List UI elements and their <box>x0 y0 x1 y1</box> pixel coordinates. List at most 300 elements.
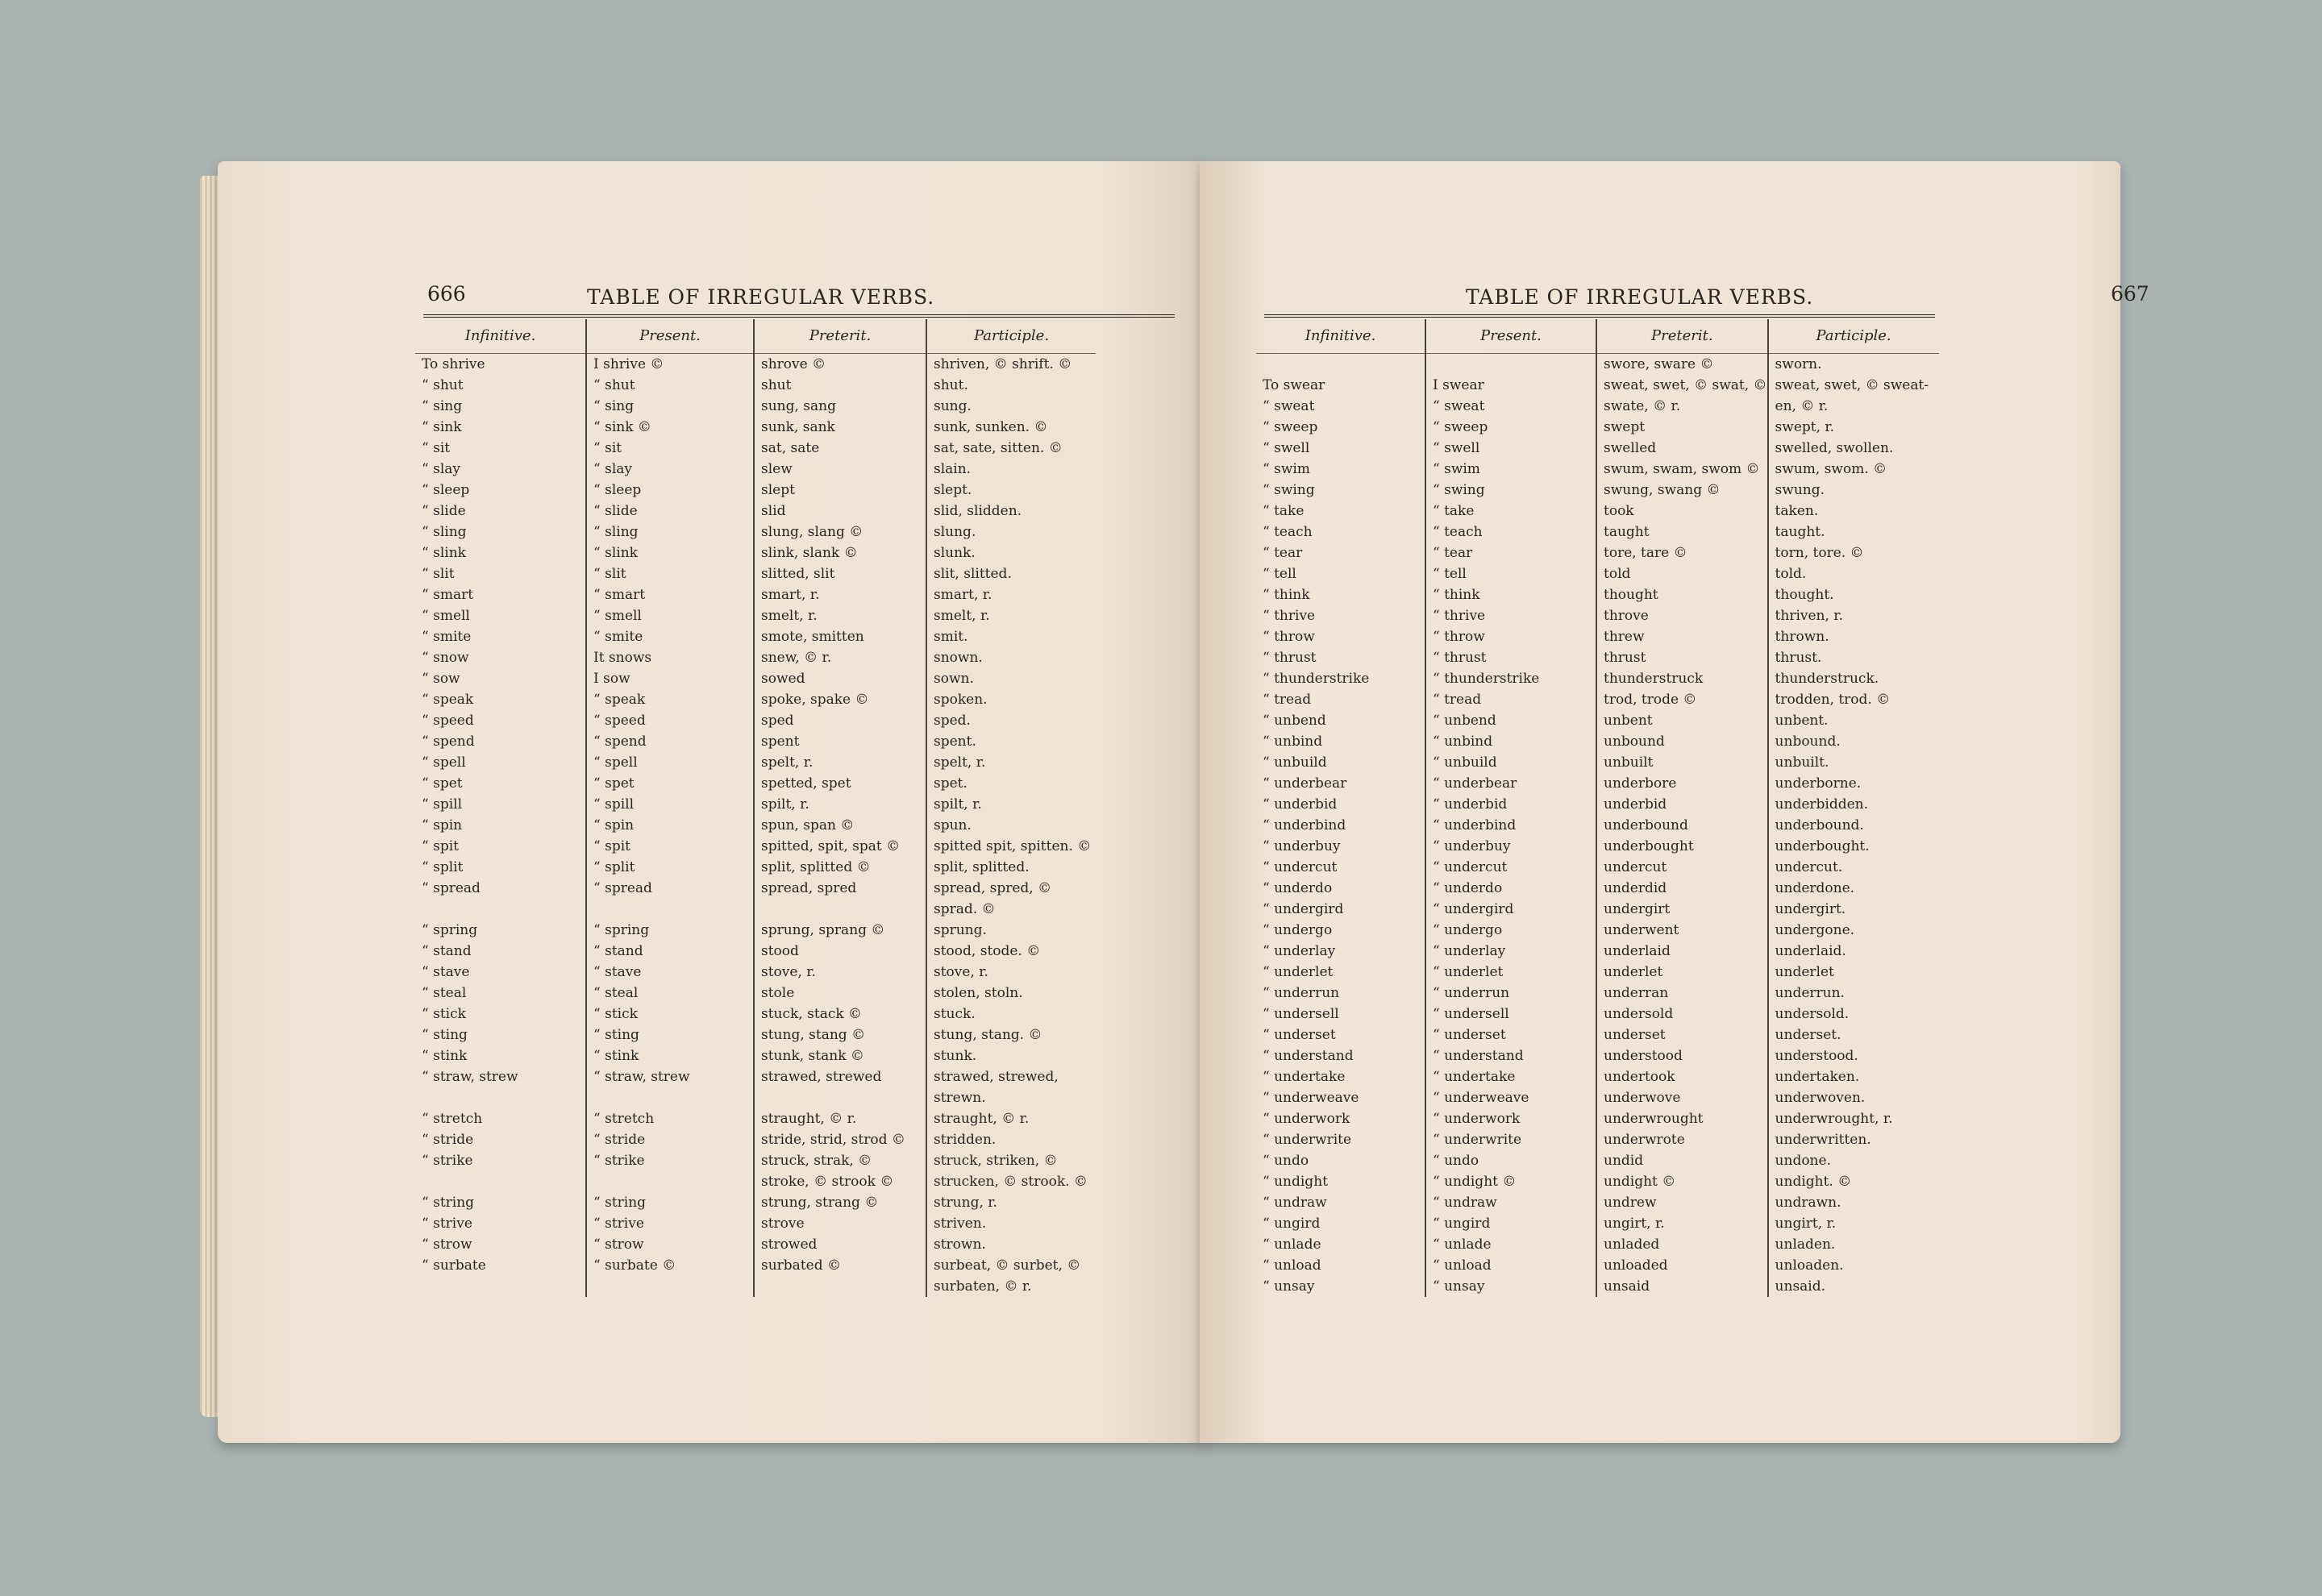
participle-cell: smit. <box>926 626 1096 647</box>
infinitive-cell: “ underbind <box>1263 817 1346 833</box>
infinitive-cell: “ surbate <box>422 1257 486 1274</box>
present-cell <box>1425 354 1596 376</box>
infinitive-cell: “ stretch <box>422 1111 483 1127</box>
table-row <box>1256 626 1939 647</box>
infinitive-cell: “ undight <box>1263 1174 1328 1190</box>
table-row <box>1256 417 1939 438</box>
table-row <box>415 1171 1096 1192</box>
table-row <box>415 857 1096 878</box>
participle-cell: straught, © r. <box>926 1108 1096 1129</box>
participle-cell: undight. © <box>1768 1171 1939 1192</box>
participle-cell: underlet <box>1768 962 1939 983</box>
preterit-cell: swung, swang © <box>1596 480 1768 501</box>
participle-cell: underlaid. <box>1768 941 1939 962</box>
table-row <box>1256 836 1939 857</box>
present-cell: “ undraw <box>1425 1192 1596 1213</box>
preterit-cell: smelt, r. <box>754 605 926 626</box>
present-cell: “ thrive <box>1425 605 1596 626</box>
table-row <box>1256 689 1939 710</box>
table-row <box>1256 899 1939 920</box>
infinitive-cell: “ unload <box>1263 1257 1321 1274</box>
participle-cell: stove, r. <box>926 962 1096 983</box>
table-row <box>415 375 1096 396</box>
participle-cell: underwritten. <box>1768 1129 1939 1150</box>
infinitive-cell: “ undersell <box>1263 1006 1339 1022</box>
table-row <box>415 626 1096 647</box>
infinitive-cell: “ sow <box>422 671 460 687</box>
infinitive-cell: “ smite <box>422 629 472 645</box>
present-cell: “ stand <box>586 941 754 962</box>
participle-cell: thunderstruck. <box>1768 668 1939 689</box>
participle-cell: strown. <box>926 1234 1096 1255</box>
infinitive-cell: “ stave <box>422 964 470 980</box>
participle-cell: unsaid. <box>1768 1276 1939 1297</box>
present-cell: “ smite <box>586 626 754 647</box>
page-title: TABLE OF IRREGULAR VERBS. <box>1466 285 1814 309</box>
present-cell: “ underbear <box>1425 773 1596 794</box>
participle-cell: stolen, stoln. <box>926 983 1096 1004</box>
present-cell: “ spread <box>586 878 754 899</box>
infinitive-cell: “ straw, strew <box>422 1069 518 1085</box>
participle-cell: smelt, r. <box>926 605 1096 626</box>
table-row <box>415 1129 1096 1150</box>
infinitive-cell: “ sweep <box>1263 419 1318 435</box>
present-cell: “ underdo <box>1425 878 1596 899</box>
infinitive-cell: To swear <box>1263 377 1325 393</box>
preterit-cell: underbought <box>1596 836 1768 857</box>
infinitive-cell <box>415 1276 586 1297</box>
participle-cell: undrawn. <box>1768 1192 1939 1213</box>
infinitive-cell: “ sweat <box>1263 398 1315 414</box>
verb-table <box>1256 319 1939 1297</box>
participle-cell: spet. <box>926 773 1096 794</box>
participle-cell: trodden, trod. © <box>1768 689 1939 710</box>
participle-cell: striven. <box>926 1213 1096 1234</box>
preterit-cell: slept <box>754 480 926 501</box>
preterit-cell: underlet <box>1596 962 1768 983</box>
participle-cell: swung. <box>1768 480 1939 501</box>
present-cell: “ sweat <box>1425 396 1596 417</box>
infinitive-cell: “ stride <box>422 1132 474 1148</box>
table-row <box>415 920 1096 941</box>
preterit-cell: stood <box>754 941 926 962</box>
infinitive-cell: “ understand <box>1263 1048 1354 1064</box>
infinitive-cell: “ unbend <box>1263 713 1326 729</box>
infinitive-cell: “ tear <box>1263 545 1303 561</box>
preterit-cell: underset <box>1596 1025 1768 1045</box>
participle-cell: sweat, swet, © sweat- <box>1768 375 1939 396</box>
table-row <box>1256 752 1939 773</box>
table-row <box>415 1025 1096 1045</box>
infinitive-cell: “ undo <box>1263 1153 1309 1169</box>
participle-cell: undertaken. <box>1768 1066 1939 1087</box>
participle-cell: underbidden. <box>1768 794 1939 815</box>
table-row <box>415 647 1096 668</box>
preterit-cell: spelt, r. <box>754 752 926 773</box>
present-cell: “ undergo <box>1425 920 1596 941</box>
preterit-cell: shrove © <box>754 354 926 376</box>
present-cell: “ swim <box>1425 459 1596 480</box>
open-book <box>218 161 2149 1443</box>
present-cell: I swear <box>1425 375 1596 396</box>
table-row <box>415 1150 1096 1171</box>
table-row <box>1256 962 1939 983</box>
preterit-cell: stove, r. <box>754 962 926 983</box>
infinitive-cell: “ underbid <box>1263 796 1338 813</box>
preterit-cell: struck, strak, © <box>754 1150 926 1171</box>
present-cell: “ unbend <box>1425 710 1596 731</box>
present-cell: “ teach <box>1425 522 1596 542</box>
infinitive-cell: “ sit <box>422 440 451 456</box>
present-cell: “ stave <box>586 962 754 983</box>
participle-cell: slain. <box>926 459 1096 480</box>
participle-cell: undergone. <box>1768 920 1939 941</box>
table-row <box>1256 563 1939 584</box>
present-cell: “ steal <box>586 983 754 1004</box>
participle-cell: stuck. <box>926 1004 1096 1025</box>
table-row <box>1256 354 1939 376</box>
table-row <box>1256 1045 1939 1066</box>
table-row <box>415 752 1096 773</box>
right-page <box>1200 161 2149 1443</box>
infinitive-cell: “ swell <box>1263 440 1310 456</box>
preterit-cell: spilt, r. <box>754 794 926 815</box>
participle-cell: shut. <box>926 375 1096 396</box>
preterit-cell: underlaid <box>1596 941 1768 962</box>
preterit-cell: spetted, spet <box>754 773 926 794</box>
participle-cell: sung. <box>926 396 1096 417</box>
table-row <box>1256 542 1939 563</box>
infinitive-cell: “ unlade <box>1263 1236 1321 1253</box>
participle-cell: slept. <box>926 480 1096 501</box>
table-row <box>1256 983 1939 1004</box>
infinitive-cell <box>1256 354 1425 376</box>
table-row <box>1256 605 1939 626</box>
participle-cell: underbought. <box>1768 836 1939 857</box>
table-row <box>1256 1129 1939 1150</box>
preterit-cell: sat, sate <box>754 438 926 459</box>
present-cell: “ slink <box>586 542 754 563</box>
preterit-cell: undertook <box>1596 1066 1768 1087</box>
participle-cell: unbuilt. <box>1768 752 1939 773</box>
present-cell: “ slide <box>586 501 754 522</box>
column-header-present: Present. <box>586 319 754 354</box>
participle-cell: stunk. <box>926 1045 1096 1066</box>
participle-cell: underbound. <box>1768 815 1939 836</box>
infinitive-cell <box>415 899 586 920</box>
participle-cell: unloaden. <box>1768 1255 1939 1276</box>
column-header-participle: Participle. <box>1768 319 1939 354</box>
participle-cell: slung. <box>926 522 1096 542</box>
table-row <box>415 1087 1096 1108</box>
present-cell: “ spill <box>586 794 754 815</box>
participle-cell: underwoven. <box>1768 1087 1939 1108</box>
table-row <box>415 1276 1096 1297</box>
infinitive-cell: “ stick <box>422 1006 466 1022</box>
participle-cell: stood, stode. © <box>926 941 1096 962</box>
preterit-cell <box>754 1087 926 1108</box>
table-row <box>1256 1171 1939 1192</box>
table-row <box>1256 1066 1939 1087</box>
table-row <box>1256 647 1939 668</box>
preterit-cell: undrew <box>1596 1192 1768 1213</box>
present-cell: “ sling <box>586 522 754 542</box>
present-cell: “ swing <box>1425 480 1596 501</box>
table-row <box>415 542 1096 563</box>
infinitive-cell: “ sing <box>422 398 463 414</box>
infinitive-cell: “ sleep <box>422 482 470 498</box>
infinitive-cell: “ tread <box>1263 692 1312 708</box>
preterit-cell: smart, r. <box>754 584 926 605</box>
participle-cell: told. <box>1768 563 1939 584</box>
present-cell: “ underlet <box>1425 962 1596 983</box>
participle-cell: unladen. <box>1768 1234 1939 1255</box>
preterit-cell: unloaded <box>1596 1255 1768 1276</box>
column-header-present: Present. <box>1425 319 1596 354</box>
participle-cell: en, © r. <box>1768 396 1939 417</box>
infinitive-cell: “ underlet <box>1263 964 1334 980</box>
column-header-participle: Participle. <box>926 319 1096 354</box>
preterit-cell: spoke, spake © <box>754 689 926 710</box>
table-row <box>1256 920 1939 941</box>
preterit-cell: understood <box>1596 1045 1768 1066</box>
infinitive-cell: “ sling <box>422 524 467 540</box>
present-cell: “ unlade <box>1425 1234 1596 1255</box>
present-cell: “ underbind <box>1425 815 1596 836</box>
right-page-header <box>1200 282 2149 319</box>
infinitive-cell: “ teach <box>1263 524 1313 540</box>
table-row <box>1256 1108 1939 1129</box>
participle-cell: understood. <box>1768 1045 1939 1066</box>
preterit-cell: slink, slank © <box>754 542 926 563</box>
infinitive-cell: “ slit <box>422 566 455 582</box>
participle-cell: spitted spit, spitten. © <box>926 836 1096 857</box>
table-row <box>1256 1234 1939 1255</box>
infinitive-cell: “ undraw <box>1263 1195 1327 1211</box>
present-cell: “ speed <box>586 710 754 731</box>
participle-cell: spent. <box>926 731 1096 752</box>
infinitive-cell: “ spit <box>422 838 459 854</box>
participle-cell: sprad. © <box>926 899 1096 920</box>
participle-cell: thrust. <box>1768 647 1939 668</box>
preterit-cell: underran <box>1596 983 1768 1004</box>
participle-cell: surbeat, © surbet, © <box>926 1255 1096 1276</box>
column-header-infinitive: Infinitive. <box>1256 319 1425 354</box>
table-row <box>415 1213 1096 1234</box>
header-rule <box>1264 314 1935 318</box>
participle-cell: spoken. <box>926 689 1096 710</box>
present-cell: “ underweave <box>1425 1087 1596 1108</box>
infinitive-cell: “ undertake <box>1263 1069 1346 1085</box>
participle-cell: swept, r. <box>1768 417 1939 438</box>
preterit-cell: swept <box>1596 417 1768 438</box>
table-row <box>1256 1004 1939 1025</box>
infinitive-cell: “ ungird <box>1263 1216 1321 1232</box>
infinitive-cell: “ thrive <box>1263 608 1316 624</box>
present-cell: “ sink © <box>586 417 754 438</box>
present-cell <box>586 1276 754 1297</box>
present-cell: “ spin <box>586 815 754 836</box>
participle-cell: slid, slidden. <box>926 501 1096 522</box>
present-cell: “ sleep <box>586 480 754 501</box>
infinitive-cell: “ undercut <box>1263 859 1338 875</box>
present-cell: “ take <box>1425 501 1596 522</box>
participle-cell: underdone. <box>1768 878 1939 899</box>
present-cell: “ sweep <box>1425 417 1596 438</box>
preterit-cell: undersold <box>1596 1004 1768 1025</box>
infinitive-cell: “ undergird <box>1263 901 1344 917</box>
preterit-cell: unsaid <box>1596 1276 1768 1297</box>
table-row <box>1256 375 1939 396</box>
present-cell: “ unload <box>1425 1255 1596 1276</box>
present-cell <box>586 899 754 920</box>
table-row <box>1256 668 1939 689</box>
present-cell: “ smell <box>586 605 754 626</box>
preterit-cell: underbound <box>1596 815 1768 836</box>
preterit-cell: surbated © <box>754 1255 926 1276</box>
table-row <box>415 1066 1096 1087</box>
infinitive-cell: “ thrust <box>1263 650 1317 666</box>
preterit-cell: strung, strang © <box>754 1192 926 1213</box>
preterit-cell: underwrought <box>1596 1108 1768 1129</box>
preterit-cell: underbore <box>1596 773 1768 794</box>
table-row <box>1256 878 1939 899</box>
table-row <box>1256 794 1939 815</box>
infinitive-cell: To shrive <box>422 356 485 372</box>
preterit-cell: stole <box>754 983 926 1004</box>
participle-cell: strucken, © strook. © <box>926 1171 1096 1192</box>
present-cell: “ undertake <box>1425 1066 1596 1087</box>
preterit-cell: undight © <box>1596 1171 1768 1192</box>
present-cell: “ undight © <box>1425 1171 1596 1192</box>
infinitive-cell: “ slide <box>422 503 466 519</box>
infinitive-cell: “ underwork <box>1263 1111 1350 1127</box>
preterit-cell: sprung, sprang © <box>754 920 926 941</box>
present-cell: “ unbuild <box>1425 752 1596 773</box>
preterit-cell: straught, © r. <box>754 1108 926 1129</box>
infinitive-cell: “ steal <box>422 985 467 1001</box>
infinitive-cell: “ sting <box>422 1027 468 1043</box>
present-cell: “ straw, strew <box>586 1066 754 1087</box>
participle-cell: undercut. <box>1768 857 1939 878</box>
participle-cell: unbound. <box>1768 731 1939 752</box>
table-row <box>415 1255 1096 1276</box>
preterit-cell: undid <box>1596 1150 1768 1171</box>
preterit-cell: took <box>1596 501 1768 522</box>
preterit-cell: slew <box>754 459 926 480</box>
present-cell <box>586 1171 754 1192</box>
infinitive-cell: “ smell <box>422 608 470 624</box>
participle-cell: undergirt. <box>1768 899 1939 920</box>
table-row <box>1256 1192 1939 1213</box>
infinitive-cell: “ strike <box>422 1153 473 1169</box>
table-row <box>415 1045 1096 1066</box>
present-cell: “ sing <box>586 396 754 417</box>
preterit-cell <box>754 899 926 920</box>
infinitive-cell: “ slink <box>422 545 466 561</box>
present-cell: “ shut <box>586 375 754 396</box>
preterit-cell: slitted, slit <box>754 563 926 584</box>
infinitive-cell: “ thunderstrike <box>1263 671 1370 687</box>
present-cell: “ underwrite <box>1425 1129 1596 1150</box>
infinitive-cell: “ tell <box>1263 566 1296 582</box>
participle-cell: sped. <box>926 710 1096 731</box>
present-cell: “ underset <box>1425 1025 1596 1045</box>
table-row <box>1256 1150 1939 1171</box>
table-row <box>1256 1213 1939 1234</box>
participle-cell: thriven, r. <box>1768 605 1939 626</box>
infinitive-cell: “ spet <box>422 775 463 792</box>
table-row <box>1256 522 1939 542</box>
present-cell: “ understand <box>1425 1045 1596 1066</box>
participle-cell: sprung. <box>926 920 1096 941</box>
present-cell: “ undo <box>1425 1150 1596 1171</box>
present-cell: “ underbuy <box>1425 836 1596 857</box>
infinitive-cell: “ string <box>422 1195 475 1211</box>
participle-cell: spilt, r. <box>926 794 1096 815</box>
participle-cell: torn, tore. © <box>1768 542 1939 563</box>
infinitive-cell: “ snow <box>422 650 469 666</box>
present-cell: “ sting <box>586 1025 754 1045</box>
present-cell: I sow <box>586 668 754 689</box>
table-row <box>1256 941 1939 962</box>
infinitive-cell: “ spend <box>422 734 475 750</box>
participle-cell: unbent. <box>1768 710 1939 731</box>
table-row <box>415 962 1096 983</box>
table-row <box>415 522 1096 542</box>
preterit-cell: smote, smitten <box>754 626 926 647</box>
infinitive-cell: “ spring <box>422 922 478 938</box>
participle-cell: shriven, © shrift. © <box>926 354 1096 376</box>
infinitive-cell: “ smart <box>422 587 474 603</box>
participle-cell: taught. <box>1768 522 1939 542</box>
preterit-cell: thrust <box>1596 647 1768 668</box>
participle-cell: underwrought, r. <box>1768 1108 1939 1129</box>
preterit-cell: unladed <box>1596 1234 1768 1255</box>
present-cell: “ tear <box>1425 542 1596 563</box>
preterit-cell: unbuilt <box>1596 752 1768 773</box>
participle-cell: surbaten, © r. <box>926 1276 1096 1297</box>
infinitive-cell: “ underlay <box>1263 943 1336 959</box>
preterit-cell: stroke, © strook © <box>754 1171 926 1192</box>
participle-cell: smart, r. <box>926 584 1096 605</box>
table-row <box>415 836 1096 857</box>
left-verb-table-wrap <box>415 319 1096 1297</box>
participle-cell: underset. <box>1768 1025 1939 1045</box>
preterit-cell: stride, strid, strod © <box>754 1129 926 1150</box>
preterit-cell: slid <box>754 501 926 522</box>
participle-cell: stridden. <box>926 1129 1096 1150</box>
page-number: 666 <box>427 282 466 305</box>
present-cell: “ strow <box>586 1234 754 1255</box>
preterit-cell: stuck, stack © <box>754 1004 926 1025</box>
participle-cell: slunk. <box>926 542 1096 563</box>
infinitive-cell: “ underbuy <box>1263 838 1341 854</box>
participle-cell: sunk, sunken. © <box>926 417 1096 438</box>
preterit-cell: throve <box>1596 605 1768 626</box>
present-cell: “ spit <box>586 836 754 857</box>
preterit-cell: undercut <box>1596 857 1768 878</box>
preterit-cell: stunk, stank © <box>754 1045 926 1066</box>
verb-table <box>415 319 1096 1297</box>
infinitive-cell: “ throw <box>1263 629 1315 645</box>
table-row <box>415 438 1096 459</box>
table-row <box>1256 584 1939 605</box>
preterit-cell: taught <box>1596 522 1768 542</box>
participle-cell: spread, spred, © <box>926 878 1096 899</box>
infinitive-cell: “ speak <box>422 692 474 708</box>
preterit-cell: underwove <box>1596 1087 1768 1108</box>
